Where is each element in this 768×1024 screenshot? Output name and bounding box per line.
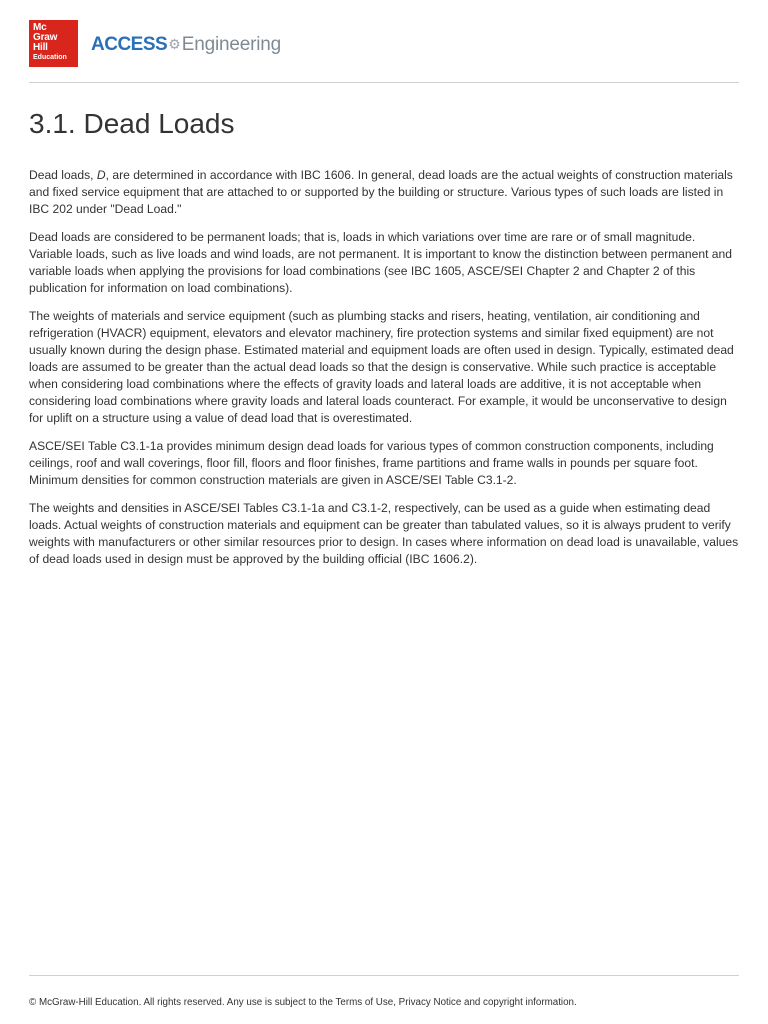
access-engineering-logo[interactable] bbox=[91, 32, 281, 56]
paragraph-1-rest: , are determined in accordance with IBC 1606. In general, dead loads are the actual weights of construction materials and fixed service equipment that are attached to or supported by the building or structure. Various types of such loads are listed in IBC 202 under "Dead Load." bbox=[29, 168, 733, 216]
gear-icon: ⚙ bbox=[168, 36, 181, 52]
paragraph-3: The weights of materials and service equipment (such as plumbing stacks and risers, heating, ventilation, air conditioning and refrigeration (HVACR) equipment, elevators and elevator machinery, fire protection systems and similar fixed equipment) are not usually known during the design phase. Estimated material and equipment loads are often used in design. Typically, estimated dead loads are assumed to be greater than the actual dead loads so that the design is conservative. While such practice is acceptable when considering load combinations where the effects of gravity loads and lateral loads are additive, it is not acceptable when considering load combinations where gravity loads and lateral loads counteract. For example, it would be unconservative to design for uplift on a structure using a value of dead load that is overestimated. bbox=[29, 309, 734, 425]
page-footer bbox=[29, 975, 739, 1010]
logo-engineering-text: Engineering bbox=[181, 34, 281, 55]
dead-load-symbol: D bbox=[96, 168, 106, 182]
page-title: 3.1. Dead Loads bbox=[29, 108, 235, 139]
copyright-notice: © McGraw-Hill Education. All rights reserved. Any use is subject to the Terms of Use, Privacy Notice and copyright information. bbox=[29, 997, 577, 1008]
article-body bbox=[29, 167, 741, 579]
logo-line-1: Mc bbox=[33, 22, 47, 33]
paragraph-4: ASCE/SEI Table C3.1-1a provides minimum design dead loads for various types of common construction components, including ceilings, roof and wall coverings, floor fill, floors and floor finishes, frame partitions and frame walls in pounds per square foot. Minimum densities for common construction materials are given in ASCE/SEI Table C3.1-2. bbox=[29, 439, 714, 487]
paragraph-1 bbox=[29, 167, 741, 218]
mcgraw-hill-logo[interactable] bbox=[29, 20, 78, 67]
logo-line-2: Graw bbox=[33, 32, 58, 43]
logo-line-4: Education bbox=[33, 54, 67, 61]
logo-line-3: Hill bbox=[33, 42, 48, 53]
page-header bbox=[29, 20, 739, 83]
paragraph-1-start: Dead loads, bbox=[29, 168, 97, 182]
paragraph-2: Dead loads are considered to be permanent loads; that is, loads in which variations over time are rare or of small magnitude. Variable loads, such as live loads and wind loads, are not permanent. It is important to know the distinction between permanent and variable loads when applying the provisions for load combinations (see IBC 1605, ASCE/SEI Chapter 2 and Chapter 2 of this publication for information on load combinations). bbox=[29, 230, 732, 295]
paragraph-5: The weights and densities in ASCE/SEI Tables C3.1-1a and C3.1-2, respectively, can be used as a guide when estimating dead loads. Actual weights of construction materials and equipment can be greater than tabulated values, so it is always prudent to verify weights with manufacturers or other similar resources prior to design. In cases where information on dead load is unavailable, values of dead loads used in design must be approved by the building official (IBC 1606.2). bbox=[29, 501, 739, 566]
logo-access-text: ACCESS bbox=[91, 34, 168, 55]
